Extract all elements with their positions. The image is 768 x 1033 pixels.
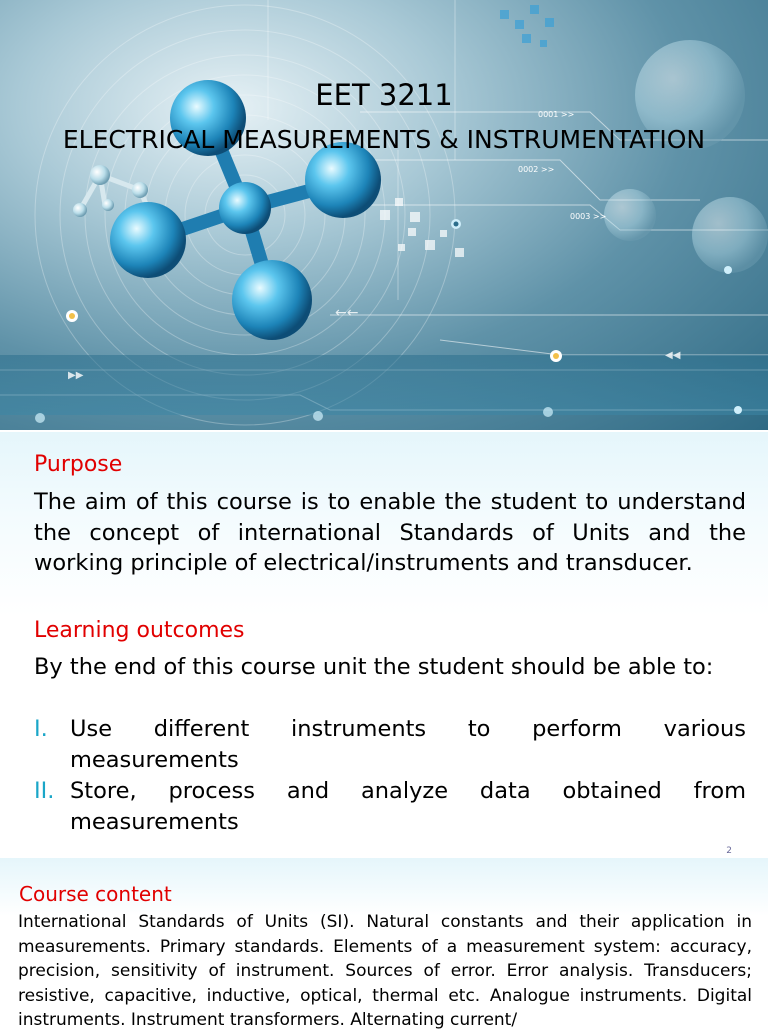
page-number: 2 (726, 846, 732, 856)
svg-text:←←: ←← (335, 305, 359, 321)
svg-text:◀◀: ◀◀ (665, 350, 681, 361)
purpose-heading: Purpose (34, 452, 123, 477)
course-code: EET 3211 (315, 78, 453, 112)
outcomes-heading: Learning outcomes (34, 618, 245, 643)
decor-code-3: 0003 >> (570, 212, 607, 221)
outcomes-intro: By the end of this course unit the student should be able to: (34, 654, 714, 680)
purpose-slide (0, 432, 768, 856)
svg-text:▶▶: ▶▶ (68, 370, 84, 381)
decor-code-1: 0001 >> (538, 110, 575, 119)
list-text: Use different instruments to perform various measurements (70, 716, 746, 773)
decor-code-2: 0002 >> (518, 165, 555, 174)
list-numeral: I. (34, 716, 48, 742)
course-title: ELECTRICAL MEASUREMENTS & INSTRUMENTATION (62, 125, 706, 154)
course-content-text: International Standards of Units (SI). Natural constants and their application in measurements. Primary standards. Elements of a measurement system: accuracy, precision, sensitivity of instrument. Sources of error. Error analysis. Transducers; resistive, capacitive, inductive, optical, thermal etc. Analogue instruments. Digital instruments. Instrument transformers. Alternating current/ (18, 912, 752, 1030)
purpose-text: The aim of this course is to enable the student to understand the concept of international Standards of Units and the working principle of electrical/instruments and transducer. (34, 489, 746, 576)
title-slide (0, 0, 768, 430)
list-text: Store, process and analyze data obtained from measurements (70, 778, 746, 835)
course-content-slide (0, 858, 768, 1030)
list-numeral: II. (34, 778, 55, 804)
course-content-heading: Course content (19, 882, 172, 906)
tech-background-graphic (0, 0, 768, 430)
